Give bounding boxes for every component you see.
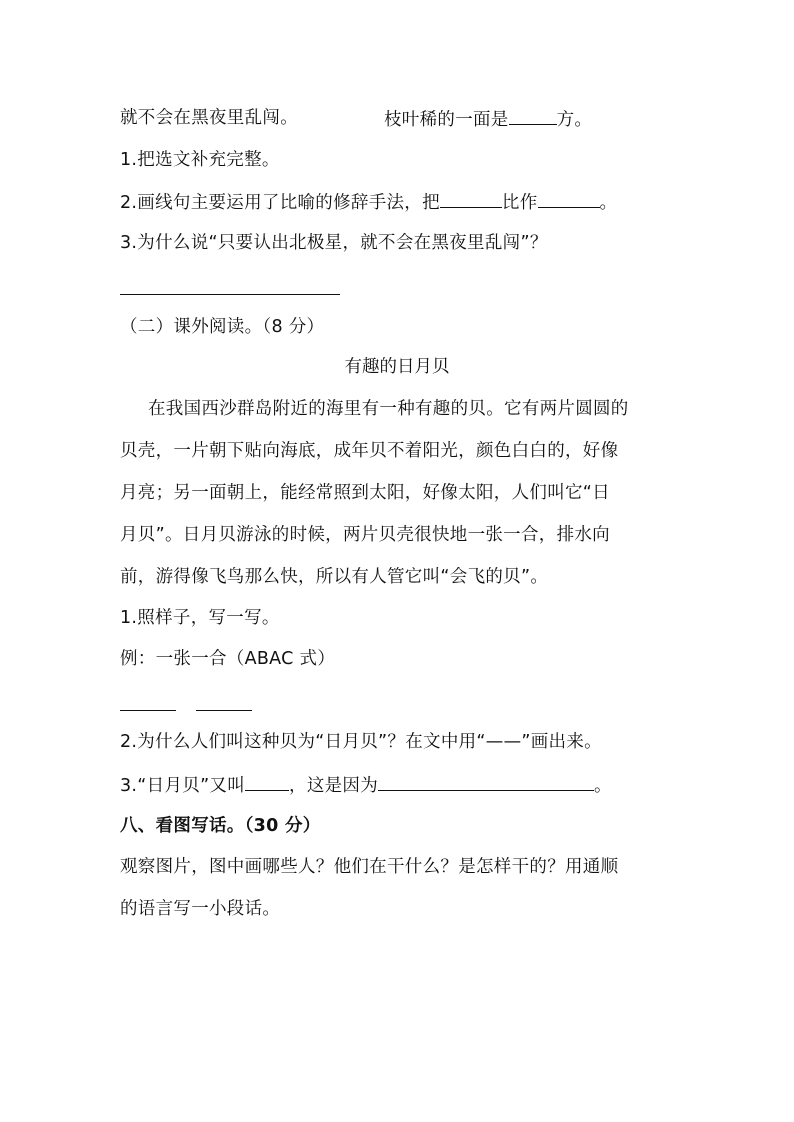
passage-line: 月贝”。日月贝游泳的时候，两片贝壳很快地一张一合，排水向 xyxy=(120,525,610,545)
section-heading: （二）课外阅读。（8 分） xyxy=(120,317,325,337)
answer-blank[interactable] xyxy=(120,710,176,711)
passage-line: 在我国西沙群岛附近的海里有一种有趣的贝。它有两片圆圆的 xyxy=(148,399,629,419)
example-text: 例：一张一合（ABAC 式） xyxy=(120,649,336,669)
passage-line: 贝壳，一片朝下贴向海底，成年贝不着阳光，颜色白白的，好像 xyxy=(120,441,619,461)
answer-blank[interactable] xyxy=(440,189,502,208)
answer-blank[interactable] xyxy=(378,772,594,791)
passage-line-right: 枝叶稀的一面是 方。 xyxy=(384,106,592,132)
instruction-line: 观察图片，图中画哪些人？他们在干什么？是怎样干的？用通顺 xyxy=(120,857,619,877)
question-3: 3.为什么说“只要认出北极星，就不会在黑夜里乱闯”？ xyxy=(120,233,548,253)
question-3: 3.“日月贝”又叫 ，这是因为 。 xyxy=(120,772,612,798)
question-1: 1.把选文补充完整。 xyxy=(120,150,280,170)
passage-text: 就不会在黑夜里乱闯。 xyxy=(120,108,298,128)
answer-blank[interactable] xyxy=(245,772,289,791)
passage-line: 月亮；另一面朝上，能经常照到太阳，好像太阳，人们叫它“日 xyxy=(120,483,610,503)
question-2: 2.为什么人们叫这种贝为“日月贝”？在文中用“——”画出来。 xyxy=(120,732,602,752)
question-2: 2.画线句主要运用了比喻的修辞手法，把 比作 。 xyxy=(120,189,617,215)
answer-blank[interactable] xyxy=(509,106,557,125)
instruction-line: 的语言写一小段话。 xyxy=(120,899,281,919)
section-heading: 八、看图写话。（30 分） xyxy=(120,816,321,836)
answer-blank[interactable] xyxy=(538,189,600,208)
answer-blank[interactable] xyxy=(196,710,252,711)
answer-line[interactable] xyxy=(120,294,340,295)
passage-line-end xyxy=(120,106,298,130)
question-1: 1.照样子，写一写。 xyxy=(120,608,280,628)
passage-line: 前，游得像飞鸟那么快，所以有人管它叫“会飞的贝”。 xyxy=(120,567,549,587)
passage-title: 有趣的日月贝 xyxy=(344,357,450,377)
